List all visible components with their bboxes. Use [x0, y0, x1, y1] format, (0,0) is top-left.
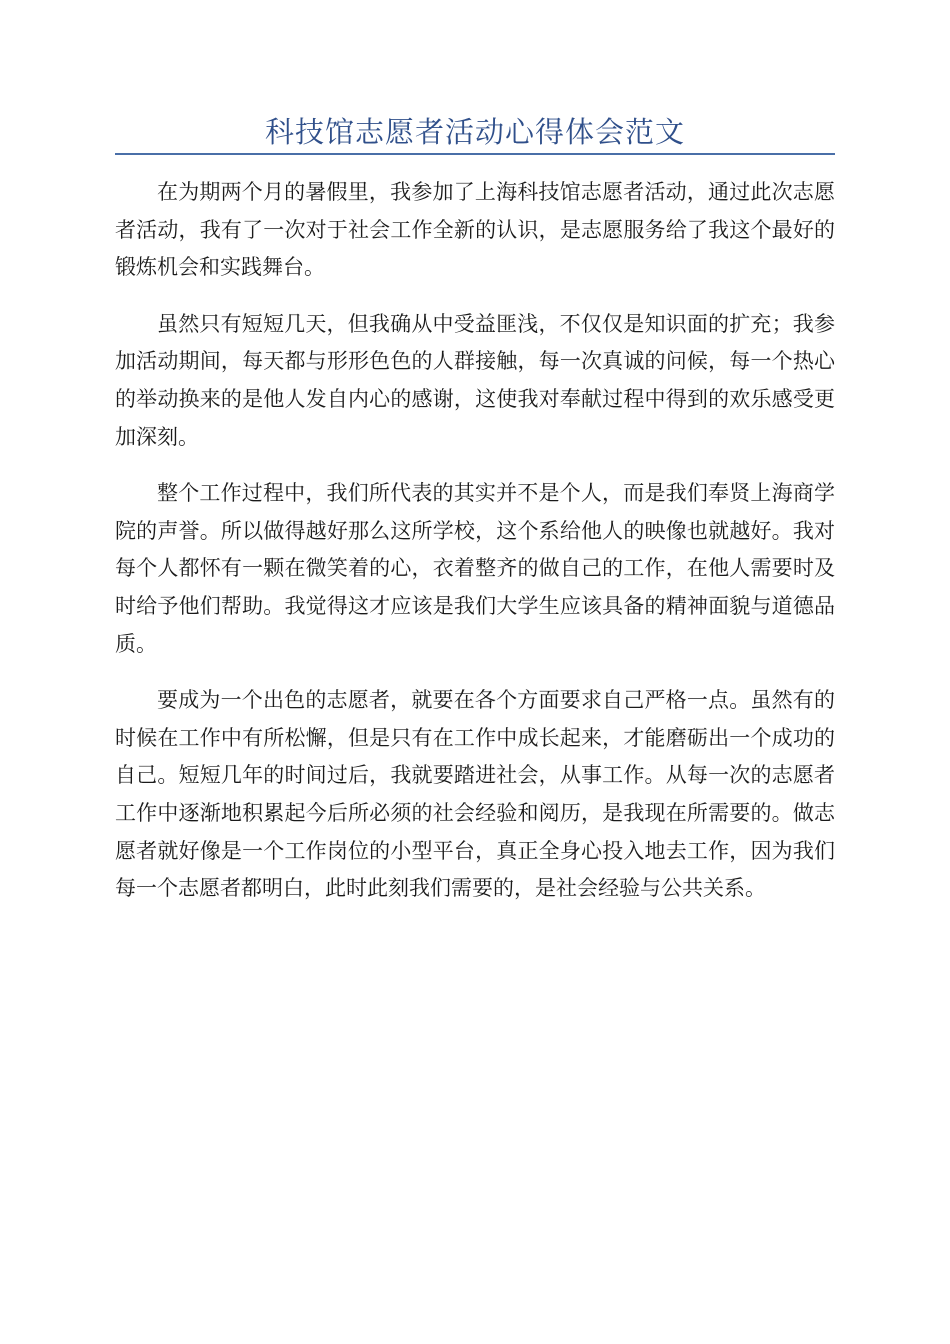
title-underline [115, 153, 835, 155]
paragraph-2: 虽然只有短短几天，但我确从中受益匪浅，不仅仅是知识面的扩充；我参加活动期间，每天都与形形色色的人群接触，每一次真诚的问候，每一个热心的举动换来的是他人发自内心的感谢，这使我对奉献过程中得到的欢乐感受更加深刻。 [115, 311, 835, 449]
paragraph-1: 在为期两个月的暑假里，我参加了上海科技馆志愿者活动，通过此次志愿者活动，我有了一次对于社会工作全新的认识，是志愿服务给了我这个最好的锻炼机会和实践舞台。 [115, 180, 835, 280]
document-body [115, 174, 835, 927]
paragraph-3: 整个工作过程中，我们所代表的其实并不是个人，而是我们奉贤上海商学院的声誉。所以做得越好那么这所学校，这个系给他人的映像也就越好。我对每个人都怀有一颗在微笑着的心，衣着整齐的做自己的工作，在他人需要时及时给予他们帮助。我觉得这才应该是我们大学生应该具备的精神面貌与道德品质。 [115, 481, 835, 656]
document-title: 科技馆志愿者活动心得体会范文 [264, 115, 685, 149]
paragraph-4: 要成为一个出色的志愿者，就要在各个方面要求自己严格一点。虽然有的时候在工作中有所松懈，但是只有在工作中成长起来，才能磨砺出一个成功的自己。短短几年的时间过后，我就要踏进社会，从事工作。从每一次的志愿者工作中逐渐地积累起今后所必须的社会经验和阅历，是我现在所需要的。做志愿者就好像是一个工作岗位的小型平台，真正全身心投入地去工作，因为我们每一个志愿者都明白，此时此刻我们需要的，是社会经验与公共关系。 [115, 688, 835, 901]
